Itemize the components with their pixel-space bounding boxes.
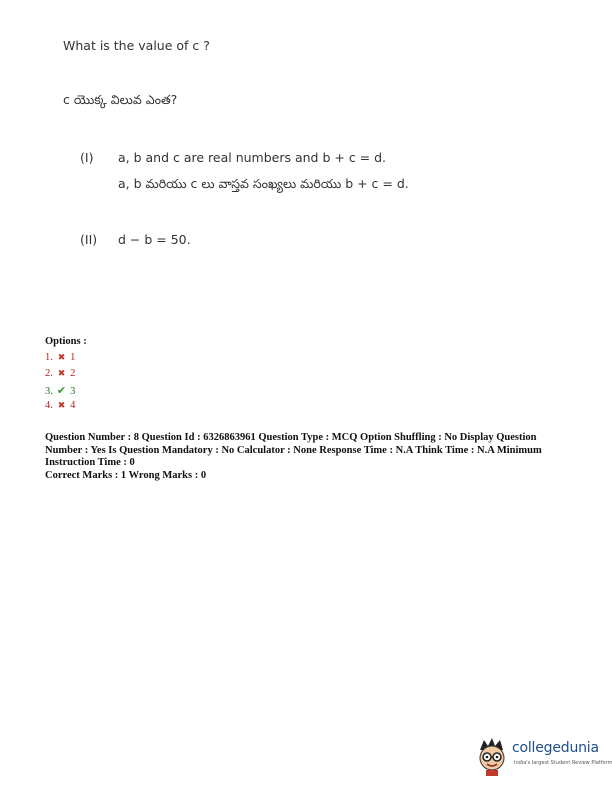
statement-2-label: (II) (80, 232, 98, 247)
option-value: 1 (70, 352, 76, 363)
statement-1-label: (I) (80, 150, 94, 165)
option-value: 2 (70, 368, 76, 379)
question-telugu: c యొక్క విలువ ఎంత? (63, 92, 178, 107)
option-2 (45, 368, 75, 379)
statement-2-english: d − b = 50. (118, 232, 191, 247)
option-number: 4. (45, 400, 53, 411)
option-value: 3 (70, 386, 76, 397)
option-3 (45, 384, 75, 397)
cross-icon: ✖ (57, 400, 66, 410)
question-metadata (45, 432, 575, 482)
metadata-marks: Correct Marks : 1 Wrong Marks : 0 (45, 469, 207, 481)
option-number: 1. (45, 352, 53, 363)
option-value: 4 (70, 400, 76, 411)
option-number: 3. (45, 386, 53, 397)
logo-name: collegedunia (512, 740, 599, 756)
check-icon: ✔ (56, 385, 67, 397)
question-english: What is the value of c ? (63, 38, 210, 53)
statement-1-english: a, b and c are real numbers and b + c = d. (118, 150, 387, 165)
option-4 (45, 400, 75, 411)
options-title: Options : (45, 336, 87, 347)
cross-icon: ✖ (57, 368, 66, 378)
metadata-details: Question Number : 8 Question Id : 6326863961 Question Type : MCQ Option Shuffling : No Display Question Number : Yes Is Question Mandatory : No Calculator : None Response Time : N.A Think Time : N.A Minimum Instruction Time : 0 (45, 432, 542, 468)
collegedunia-logo (474, 736, 612, 778)
statement-1-telugu: a, b మరియు c లు వాస్తవ సంఖ్యలు మరియు b + c = d. (118, 176, 409, 191)
cross-icon: ✖ (57, 352, 66, 362)
logo-tagline: India's largest Student Review Platform (514, 760, 612, 766)
option-1 (45, 352, 75, 363)
option-number: 2. (45, 368, 53, 379)
mascot-icon (474, 736, 510, 776)
